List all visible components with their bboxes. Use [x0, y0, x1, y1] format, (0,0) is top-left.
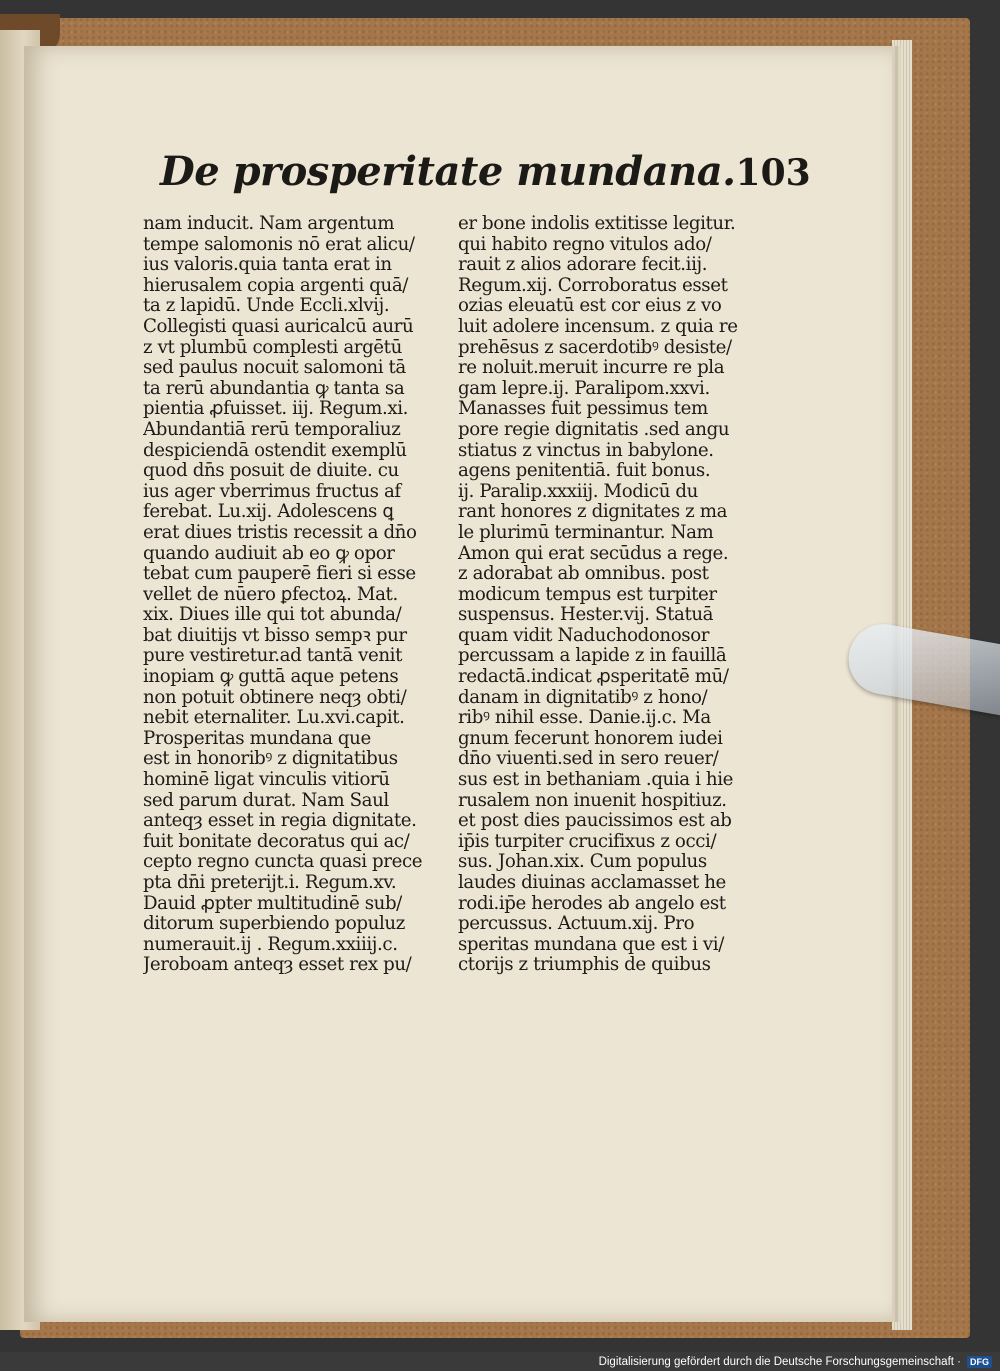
text-line: nebit eternaliter. Lu.xvi.capit. — [143, 708, 405, 729]
text-line: ditorum superbiendo populuz — [143, 914, 405, 935]
text-line: non potuit obtinere neqȝ obti/ — [143, 687, 407, 708]
text-column-left — [143, 214, 433, 976]
text-line: speritas mundana que est i vi/ — [458, 934, 724, 955]
text-line: pta dn̄i preterijt.i. Regum.xv. — [143, 873, 397, 893]
text-line: gam lepre.ij. Paralipom.xxvi. — [458, 378, 710, 399]
text-line: er bone indolis extitisse legitur. — [458, 214, 736, 234]
text-line: hominē ligat vinculis vitiorū — [143, 770, 390, 791]
text-line: inopiam ꝙ guttā aque petens — [143, 667, 399, 688]
text-line: et post dies paucissimos est ab — [458, 811, 732, 832]
text-line: tebat cum pauperē fieri si esse — [143, 564, 416, 585]
text-line: Manasses fuit pessimus tem — [458, 399, 708, 420]
text-line: z adorabat ab omnibus. post — [458, 564, 709, 585]
text-line: Prosperitas mundana que — [143, 728, 371, 749]
text-line: ij. Paralip.xxxiij. Modicū du — [458, 481, 698, 502]
text-line: percussus. Actuum.xij. Pro — [458, 914, 695, 935]
text-line: Amon qui erat secūdus a rege. — [458, 543, 729, 564]
text-line: rodi.ip̄e herodes ab angelo est — [458, 893, 726, 914]
text-line: le plurimū terminantur. Nam — [458, 522, 714, 543]
text-line: ribꝰ nihil esse. Danie.ij.c. Ma — [458, 708, 711, 729]
text-line: ta rerū abundantia ꝙ tanta sa — [143, 378, 405, 399]
text-line: stiatus z vinctus in babylone. — [458, 440, 714, 461]
text-column-right — [458, 214, 743, 976]
text-line: bat diuitijs vt bisso sempꝛ pur — [143, 625, 407, 646]
text-line: pore regie dignitatis .sed angu — [458, 419, 730, 440]
text-line: rusalem non inuenit hospitiuz. — [458, 790, 727, 811]
text-line: cepto regno cuncta quasi prece — [143, 852, 423, 873]
text-line: luit adolere incensum. z quia re — [458, 316, 738, 337]
text-line: tempe salomonis nō erat alicu/ — [143, 234, 415, 255]
text-line: anteqȝ esset in regia dignitate. — [143, 811, 417, 832]
footer-bar — [0, 1352, 1000, 1371]
text-line: fuit bonitate decoratus qui ac/ — [143, 831, 410, 852]
funding-notice: Digitalisierung gefördert durch die Deutsche Forschungsgemeinschaft · — [598, 1355, 961, 1368]
text-line: gnum fecerunt honorem iudei — [458, 728, 723, 749]
text-line: sed parum durat. Nam Saul — [143, 790, 389, 811]
folio-number: 103 — [735, 152, 811, 194]
text-line: xix. Diues ille qui tot abunda/ — [143, 605, 402, 626]
text-line: prehēsus z sacerdotibꝰ desiste/ — [458, 337, 732, 358]
text-line: Dauid ꝓpter multitudinē sub/ — [143, 893, 402, 914]
text-line: Jeroboam anteqȝ esset rex pu/ — [143, 955, 412, 976]
text-line: ozias eleuatū est cor eius z vo — [458, 296, 722, 317]
text-line: danam in dignitatibꝰ z hono/ — [458, 687, 708, 708]
text-line: ta z lapidū. Unde Eccli.xlvij. — [143, 296, 390, 317]
text-line: ferebat. Lu.xij. Adolescens ꝗ — [143, 502, 394, 523]
text-line: pientia ꝓfuisset. iij. Regum.xi. — [143, 399, 409, 420]
text-line: quando audiuit ab eo ꝙ opor — [143, 543, 395, 564]
text-line: Abundantiā rerū temporaliuz — [143, 419, 401, 440]
text-line: nam inducit. Nam argentum — [143, 214, 395, 234]
dfg-logo-icon: DFG — [967, 1356, 992, 1368]
text-line: rant honores z dignitates z ma — [458, 502, 728, 523]
text-line: est in honoribꝰ z dignitatibus — [143, 749, 398, 770]
text-line: despiciendā ostendit exemplū — [143, 440, 407, 461]
text-line: ip̄is turpiter crucifixus z occi/ — [458, 831, 717, 852]
text-line: suspensus. Hester.vij. Statuā — [458, 605, 714, 626]
text-line: ius ager vberrimus fructus af — [143, 481, 401, 502]
text-line: rauit z alios adorare fecit.iij. — [458, 255, 708, 276]
running-title: De prosperitate mundana. — [160, 148, 736, 195]
text-line: pure vestiretur.ad tantā venit — [143, 646, 402, 667]
page-header — [160, 148, 811, 198]
text-line: z vt plumbū complesti argētū — [143, 337, 402, 358]
text-line: sus est in bethaniam .quia i hie — [458, 770, 734, 791]
text-line: qui habito regno vitulos ado/ — [458, 234, 712, 255]
text-line: numerauit.ij . Regum.xxiiij.c. — [143, 934, 398, 955]
text-line: hierusalem copia argenti quā/ — [143, 275, 408, 296]
text-line: erat diues tristis recessit a dn̄o — [143, 522, 417, 543]
text-line: ius valoris.quia tanta erat in — [143, 255, 392, 276]
text-line: vellet de nūero ꝑfectoꝝ. Mat. — [143, 584, 398, 605]
text-line: re noluit.meruit incurre re pla — [458, 358, 725, 379]
text-line: percussam a lapide z in fauillā — [458, 646, 727, 667]
text-line: quam vidit Naduchodonosor — [458, 625, 710, 646]
text-line: quod dn̄s posuit de diuite. cu — [143, 461, 399, 482]
text-line: ctorijs z triumphis de quibus — [458, 955, 711, 976]
text-line: sed paulus nocuit salomoni tā — [143, 358, 406, 379]
text-line: Collegisti quasi auricalcū aurū — [143, 316, 414, 337]
text-line: sus. Johan.xix. Cum populus — [458, 852, 707, 873]
text-line: redactā.indicat ꝓsperitatē mū/ — [458, 667, 729, 688]
text-line: Regum.xij. Corroboratus esset — [458, 275, 728, 296]
text-line: agens penitentiā. fuit bonus. — [458, 461, 711, 482]
text-line: modicum tempus est turpiter — [458, 584, 717, 605]
text-line: laudes diuinas acclamasset he — [458, 873, 726, 893]
text-line: dn̄o viuenti.sed in sero reuer/ — [458, 749, 719, 770]
